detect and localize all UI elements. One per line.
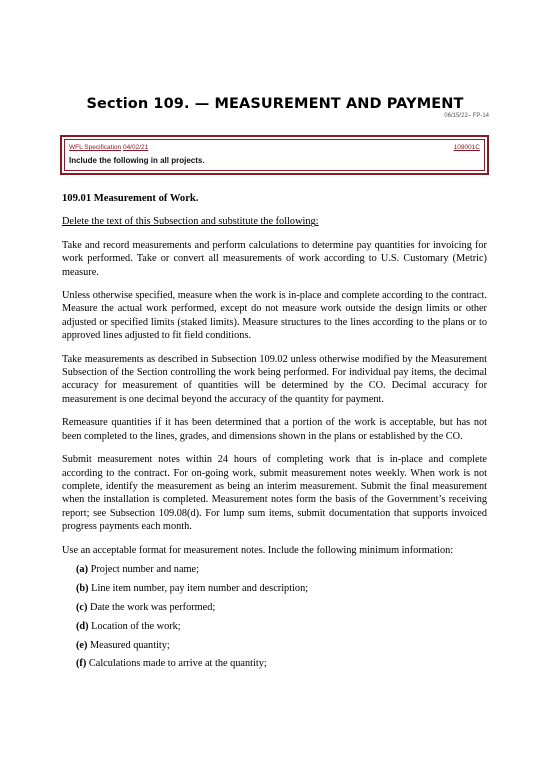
list-item-text: Project number and name; <box>90 563 199 575</box>
list-item-label: (d) <box>76 620 89 632</box>
specification-date: 04/02/21 <box>122 144 149 151</box>
paragraph: Take and record measurements and perform calculations to determine pay quantities for invoicing for work performed. Take or convert all measurements of work according to U.S. Customary (Metric) measure. <box>62 239 487 278</box>
specification-code: 109001C <box>453 144 480 151</box>
page-title: Section 109. — MEASUREMENT AND PAYMENT <box>86 96 464 112</box>
list-item-label: (a) <box>76 563 89 575</box>
list-item <box>76 639 487 652</box>
list-item <box>76 601 487 614</box>
specification-box-inner <box>64 139 485 171</box>
list-item-text: Measured quantity; <box>90 639 170 651</box>
list-item-text: Line item number, pay item number and description; <box>91 582 309 594</box>
paragraph: Unless otherwise specified, measure when the work is in-place and complete according to the contract. Measure the actual work performed, except do not measure work outside the design limits or other adjusted or specified limits (staked limits). Measure structures to the lines according to the plans or to approved lines adjusted to fit field conditions. <box>62 290 487 342</box>
paragraph: Use an acceptable format for measurement notes. Include the following minimum information: <box>62 544 454 556</box>
specification-meta <box>69 144 480 154</box>
list-item-label: (f) <box>76 658 87 670</box>
specification-name: WFL Specification <box>69 144 122 151</box>
document-reference: 06/15/22– FP-14 <box>444 113 489 119</box>
specification-box <box>60 135 489 175</box>
list-item-label: (e) <box>76 639 88 651</box>
paragraph: Submit measurement notes within 24 hours of completing work that is in-place and complete according to the contract. For on-going work, submit measurement notes weekly. When work is not complete, identify the measurement as being an interim measurement. Submit the final measurement when the installation is completed. Measurement notes form the basis of the Government’s receiving report; see Subsection 109.08(d). For lump sum items, submit documentation that supports invoiced progress payments each month. <box>62 454 487 533</box>
list-item-label: (c) <box>76 601 88 613</box>
paragraph: Take measurements as described in Subsection 109.02 unless otherwise modified by the Measurement Subsection of the Section controlling the work being performed. For individual pay items, the decimal accuracy for measurement of quantities will be determined by the CO. Decimal accuracy for measurement is one decimal beyond the accuracy of the quantity for payment. <box>62 353 487 405</box>
subsection-directive: Delete the text of this Subsection and substitute the following: <box>62 216 319 228</box>
paragraph: Remeasure quantities if it has been determined that a portion of the work is acceptable, but has not been completed to the lines, grades, and dimensions shown in the plans or established by the CO. <box>62 417 487 442</box>
specification-instruction: Include the following in all projects. <box>69 156 205 165</box>
list-item <box>76 563 487 576</box>
list-item-label: (b) <box>76 582 89 594</box>
list-item <box>76 620 487 633</box>
list-item <box>76 582 487 595</box>
list-item-text: Calculations made to arrive at the quantity; <box>88 658 267 670</box>
subsection-heading: 109.01 Measurement of Work. <box>62 193 199 204</box>
list-item-text: Location of the work; <box>91 620 181 632</box>
list-item-text: Date the work was performed; <box>90 601 216 613</box>
section-body <box>62 192 487 676</box>
information-list <box>62 563 487 671</box>
list-item <box>76 657 487 670</box>
